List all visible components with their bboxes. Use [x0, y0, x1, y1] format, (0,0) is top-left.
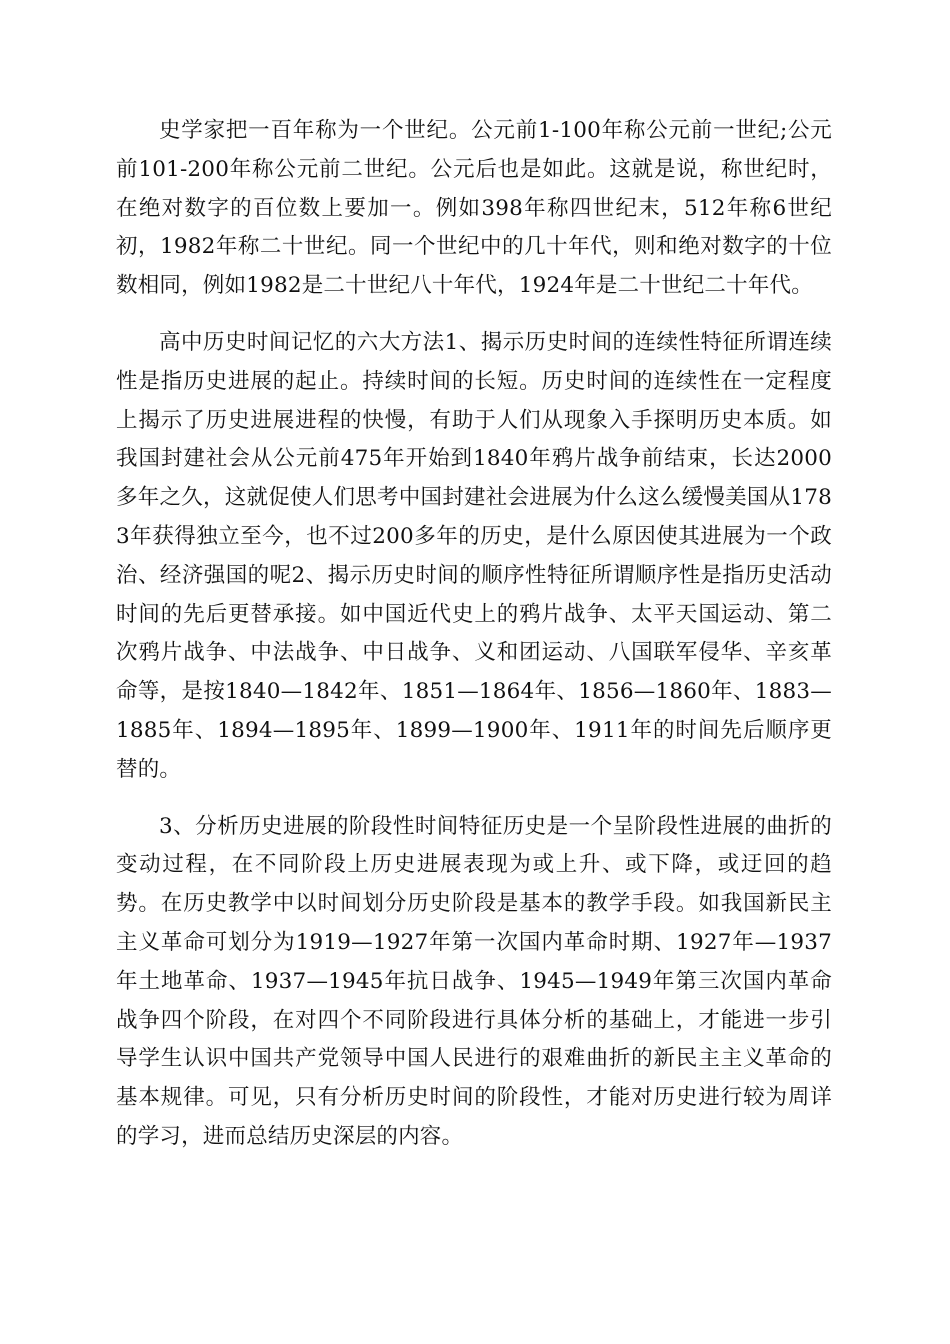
- document-body: [116, 112, 832, 1157]
- paragraph-memory-methods: 高中历史时间记忆的六大方法1、揭示历史时间的连续性特征所谓连续性是指历史进展的起止。持续时间的长短。历史时间的连续性在一定程度上揭示了历史进展进程的快慢，有助于人们从现象入手探明历史本质。如我国封建社会从公元前475年开始到1840年鸦片战争前结束，长达2000多年之久，这就促使人们思考中国封建社会进展为什么这么缓慢美国从1783年获得独立至今，也不过200多年的历史，是什么原因使其进展为一个政治、经济强国的呢2、揭示历史时间的顺序性特征所谓顺序性是指历史活动时间的先后更替承接。如中国近代史上的鸦片战争、太平天国运动、第二次鸦片战争、中法战争、中日战争、义和团运动、八国联军侵华、辛亥革命等，是按1840—1842年、1851—1864年、1856—1860年、1883—1885年、1894—1895年、1899—1900年、1911年的时间先后顺序更替的。: [116, 329, 832, 782]
- paragraph-stage-analysis: 3、分析历史进展的阶段性时间特征历史是一个呈阶段性进展的曲折的变动过程，在不同阶段上历史进展表现为或上升、或下降，或迂回的趋势。在历史教学中以时间划分历史阶段是基本的教学手段。如我国新民主主义革命可划分为1919—1927年第一次国内革命时期、1927年—1937年土地革命、1937—1945年抗日战争、1945—1949年第三次国内革命战争四个阶段，在对四个不同阶段进行具体分析的基础上，才能进一步引导学生认识中国共产党领导中国人民进行的艰难曲折的新民主主义革命的基本规律。可见，只有分析历史时间的阶段性，才能对历史进行较为周详的学习，进而总结历史深层的内容。: [116, 813, 832, 1149]
- paragraph-century-definition: 史学家把一百年称为一个世纪。公元前1-100年称公元前一世纪;公元前101-200年称公元前二世纪。公元后也是如此。这就是说，称世纪时，在绝对数字的百位数上要加一。例如398年称四世纪末，512年称6世纪初，1982年称二十世纪。同一个世纪中的几十年代，则和绝对数字的十位数相同，例如1982是二十世纪八十年代，1924年是二十世纪二十年代。: [116, 118, 832, 299]
